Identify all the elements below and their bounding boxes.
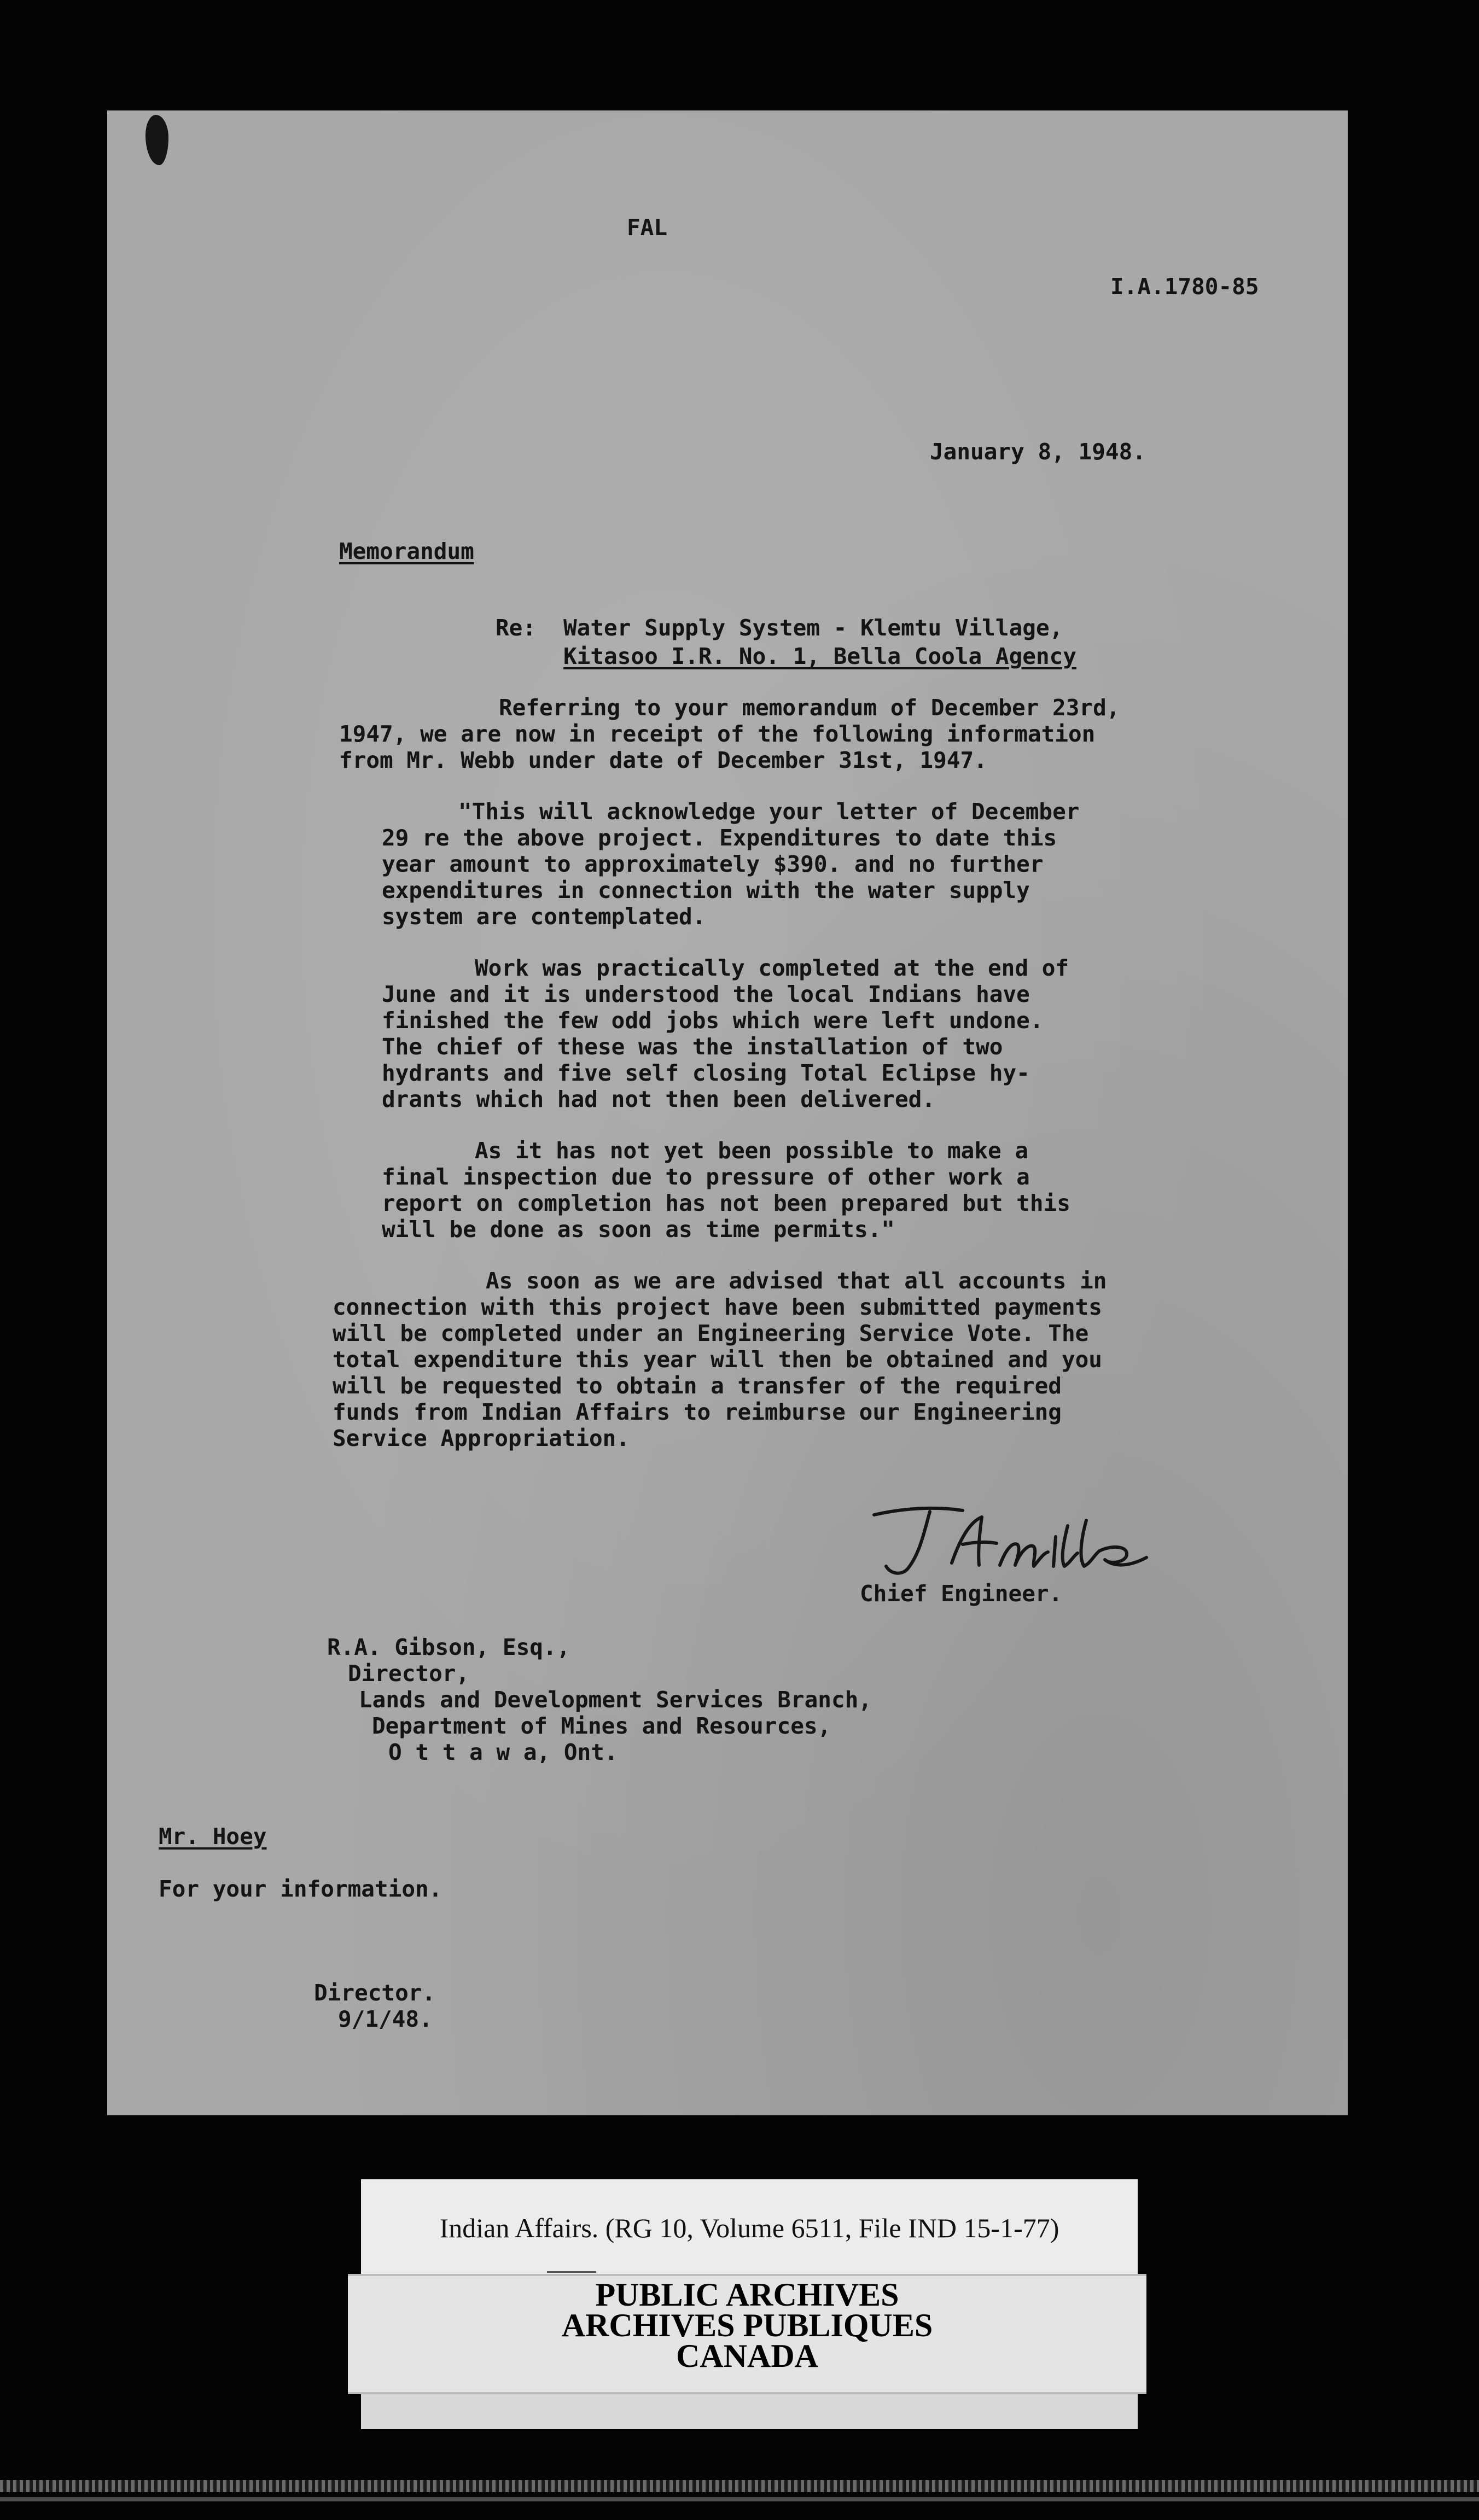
address-line: O t t a w a, Ont. [388,1739,618,1765]
file-number: I.A.1780-85 [1110,273,1259,300]
note-body: For your information. [159,1876,442,1902]
text-line: "This will acknowledge your letter of December [458,798,1080,825]
re-label: Re: [496,615,537,641]
text-line: hydrants and five self closing Total Eclipse hy- [382,1060,1030,1086]
text-line: drants which had not then been delivered. [382,1086,936,1112]
text-line: year amount to approximately $390. and no further [382,851,1044,877]
re-line-2: Kitasoo I.R. No. 1, Bella Coola Agency [563,643,1076,669]
text-line: will be done as soon as time permits." [382,1216,895,1242]
re-line-1: Water Supply System - Klemtu Village, [563,615,1063,641]
text-line: As it has not yet been possible to make a [475,1138,1029,1164]
text-line: final inspection due to pressure of other work a [382,1164,1030,1190]
memo-date: January 8, 1948. [930,439,1146,465]
text-line: Work was practically completed at the end of [475,955,1069,981]
note-recipient: Mr. Hoey [159,1823,267,1850]
film-sprocket-edge [0,2480,1479,2492]
archive-stamp [348,2274,1146,2394]
divider [547,2271,596,2273]
text-line: June and it is understood the local Indians have [382,981,1030,1007]
memo-heading: Memorandum [339,538,474,564]
text-line: will be completed under an Engineering Service Vote. The [333,1320,1089,1346]
note-signature: Director. [314,1980,436,2006]
stamp-line-3: CANADA [676,2338,818,2374]
address-line: Department of Mines and Resources, [372,1713,831,1739]
text-line: Referring to your memorandum of December 23rd, [499,695,1120,721]
text-line: Service Appropriation. [333,1425,630,1451]
text-line: The chief of these was the installation of two [382,1034,1003,1060]
address-line: R.A. Gibson, Esq., [327,1634,570,1660]
text-line: system are contemplated. [382,903,706,930]
initials: FAL [627,214,668,241]
note-date: 9/1/48. [338,2006,433,2032]
text-line: connection with this project have been submitted payments [333,1294,1102,1320]
film-edge-line [0,2497,1479,2501]
stamp-backing [361,2391,1138,2429]
stamp-line-2: ARCHIVES PUBLIQUES [561,2307,933,2343]
stamp-line-1: PUBLIC ARCHIVES [595,2277,899,2313]
text-line: 1947, we are now in receipt of the following information [339,721,1096,747]
text-line: 29 re the above project. Expenditures to date this [382,825,1057,851]
text-line: total expenditure this year will then be obtained and you [333,1346,1102,1373]
memorandum-page [107,110,1348,2115]
signer-title: Chief Engineer. [860,1580,1063,1607]
text-line: expenditures in connection with the water supply [382,877,1030,903]
text-line: will be requested to obtain a transfer of the required [333,1373,1062,1399]
archive-reference: Indian Affairs. (RG 10, Volume 6511, File IND 15-1-77) [439,2213,1059,2243]
text-line: funds from Indian Affairs to reimburse our Engineering [333,1399,1062,1425]
text-line: finished the few odd jobs which were left undone. [382,1007,1044,1034]
address-line: Lands and Development Services Branch, [359,1687,872,1713]
text-line: from Mr. Webb under date of December 31st, 1947. [339,747,987,773]
text-line: report on completion has not been prepared but this [382,1190,1070,1216]
address-line: Director, [348,1660,470,1687]
text-line: As soon as we are advised that all accounts in [486,1268,1107,1294]
handwritten-signature [870,1498,1154,1591]
